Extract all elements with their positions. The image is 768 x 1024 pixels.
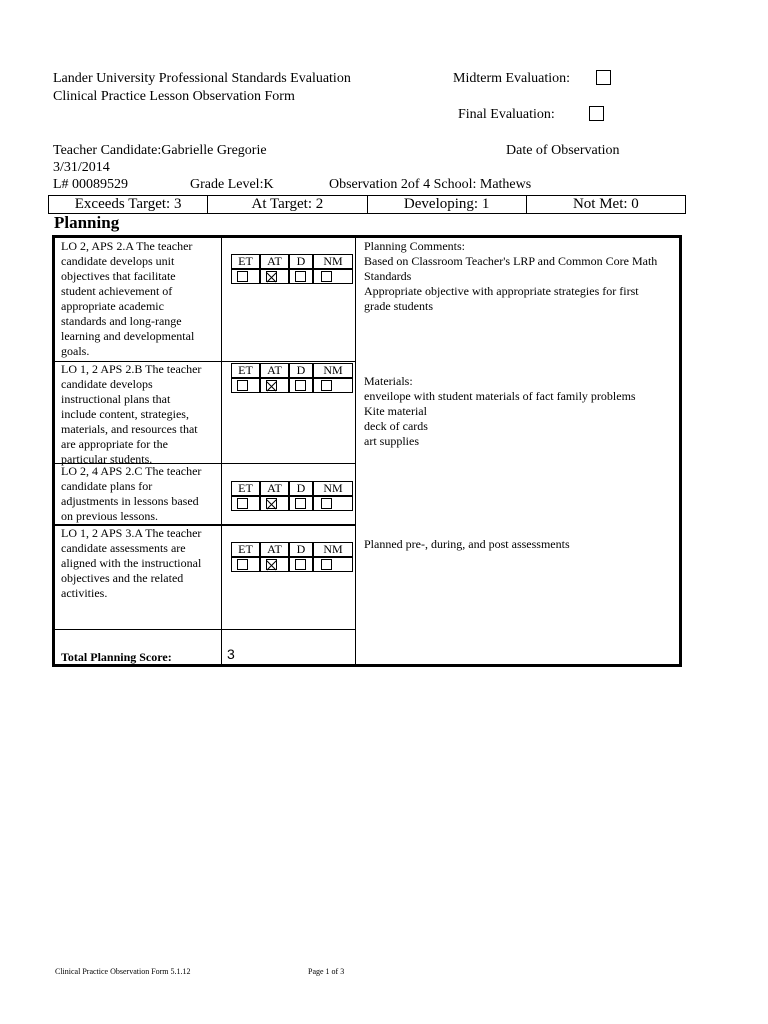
- comment-line: Planned pre-, during, and post assessments: [364, 537, 570, 551]
- at-checkbox-checked[interactable]: [266, 271, 277, 282]
- score-band-cell: Exceeds Target: 3: [49, 196, 208, 213]
- rating-header: ET: [231, 254, 260, 269]
- nm-checkbox[interactable]: [321, 559, 332, 570]
- et-checkbox[interactable]: [237, 498, 248, 509]
- final-checkbox[interactable]: [589, 106, 604, 121]
- rating-cell: [289, 557, 313, 572]
- rating-cell: [289, 378, 313, 393]
- criterion-text: [61, 526, 221, 601]
- criterion-line: candidate develops: [61, 377, 153, 391]
- observation-info: Observation 2of 4 School: Mathews: [329, 177, 532, 192]
- rating-cell: [231, 557, 260, 572]
- section-title: Planning: [54, 213, 120, 232]
- nm-checkbox[interactable]: [321, 498, 332, 509]
- criterion-line: materials, and resources that: [61, 422, 198, 436]
- d-checkbox[interactable]: [295, 498, 306, 509]
- criterion-line: instructional plans that: [61, 392, 171, 406]
- rating-header: NM: [313, 254, 353, 269]
- score-band-cell: At Target: 2: [208, 196, 367, 213]
- comment-line: enveilope with student materials of fact family problems: [364, 389, 636, 403]
- form-title-line2: Clinical Practice Lesson Observation Form: [53, 89, 295, 104]
- rating-scale: [231, 481, 353, 511]
- teacher-candidate: Teacher Candidate:Gabrielle Gregorie: [53, 143, 267, 158]
- score-band-cell: Not Met: 0: [572, 196, 639, 212]
- assessment-comments: [364, 537, 684, 552]
- final-label: Final Evaluation:: [458, 107, 555, 122]
- criterion-line: appropriate academic: [61, 299, 164, 313]
- midterm-checkbox[interactable]: [596, 70, 611, 85]
- at-checkbox-checked[interactable]: [266, 498, 277, 509]
- rating-cell: [260, 557, 289, 572]
- l-number: L# 00089529: [53, 177, 129, 192]
- d-checkbox[interactable]: [295, 271, 306, 282]
- comment-line: Appropriate objective with appropriate strategies for first: [364, 284, 639, 298]
- criterion-line: activities.: [61, 586, 108, 600]
- comment-line: grade students: [364, 299, 433, 313]
- rating-cell: [313, 496, 353, 511]
- rating-cell: [260, 269, 289, 284]
- footer-form-id: Clinical Practice Observation Form 5.1.12: [55, 967, 191, 976]
- criterion-line: particular students.: [61, 452, 153, 466]
- comment-line: art supplies: [364, 434, 419, 448]
- criterion-line: candidate assessments are: [61, 541, 186, 555]
- criterion-line: candidate develops unit: [61, 254, 175, 268]
- rating-cell: [289, 269, 313, 284]
- form-title-line1: Lander University Professional Standards Evaluation: [53, 71, 351, 86]
- et-checkbox[interactable]: [237, 271, 248, 282]
- criterion-line: include content, strategies,: [61, 407, 189, 421]
- rating-header: D: [289, 254, 313, 269]
- criterion-line: standards and long-range: [61, 314, 182, 328]
- rating-scale: [231, 363, 353, 393]
- rating-cell: [231, 269, 260, 284]
- rating-header: NM: [313, 363, 353, 378]
- grade-level: Grade Level:K: [190, 177, 274, 192]
- at-checkbox-checked[interactable]: [266, 380, 277, 391]
- rating-header: D: [289, 481, 313, 496]
- rating-header: ET: [231, 481, 260, 496]
- planning-table: [52, 235, 682, 667]
- score-band-cell: Developing: 1: [368, 196, 527, 213]
- criterion-line: candidate plans for: [61, 479, 153, 493]
- criterion-text: [61, 464, 221, 524]
- date-value: 3/31/2014: [53, 160, 110, 175]
- criterion-line: LO 1, 2 APS 3.A The teacher: [61, 526, 202, 540]
- criterion-line: goals.: [61, 344, 90, 358]
- column-divider: [221, 238, 222, 664]
- total-score-value: 3: [227, 646, 235, 662]
- criterion-line: LO 1, 2 APS 2.B The teacher: [61, 362, 202, 376]
- rating-cell: [313, 557, 353, 572]
- comment-line: Based on Classroom Teacher's LRP and Common Core Math: [364, 254, 658, 268]
- nm-checkbox[interactable]: [321, 271, 332, 282]
- column-divider: [355, 238, 356, 664]
- criterion-line: LO 2, 4 APS 2.C The teacher: [61, 464, 202, 478]
- rating-header: AT: [260, 363, 289, 378]
- rating-cell: [313, 378, 353, 393]
- rating-cell: [260, 496, 289, 511]
- criterion-line: adjustments in lessons based: [61, 494, 199, 508]
- criterion-line: on previous lessons.: [61, 509, 158, 523]
- criterion-text: [61, 239, 221, 359]
- comment-line: Kite material: [364, 404, 427, 418]
- rating-cell: [313, 269, 353, 284]
- rating-scale: [231, 542, 353, 572]
- materials-comments: [364, 374, 684, 449]
- criterion-line: objectives and the related: [61, 571, 184, 585]
- comment-line: Materials:: [364, 374, 413, 388]
- rating-cell: [231, 496, 260, 511]
- date-label: Date of Observation: [506, 143, 620, 158]
- rating-scale: [231, 254, 353, 284]
- rating-cell: [260, 378, 289, 393]
- at-checkbox-checked[interactable]: [266, 559, 277, 570]
- midterm-label: Midterm Evaluation:: [453, 71, 571, 86]
- criterion-line: LO 2, APS 2.A The teacher: [61, 239, 193, 253]
- rating-header: ET: [231, 363, 260, 378]
- rating-header: AT: [260, 254, 289, 269]
- comment-line: deck of cards: [364, 419, 428, 433]
- criterion-line: objectives that facilitate: [61, 269, 176, 283]
- criterion-text: [61, 362, 221, 467]
- rating-header: D: [289, 363, 313, 378]
- rating-cell: [231, 378, 260, 393]
- rating-header: ET: [231, 542, 260, 557]
- criterion-line: are appropriate for the: [61, 437, 168, 451]
- nm-checkbox[interactable]: [321, 380, 332, 391]
- comment-line: Planning Comments:: [364, 239, 466, 253]
- et-checkbox[interactable]: [237, 380, 248, 391]
- rating-cell: [289, 496, 313, 511]
- rating-header: D: [289, 542, 313, 557]
- d-checkbox[interactable]: [295, 380, 306, 391]
- et-checkbox[interactable]: [237, 559, 248, 570]
- footer-page-number: Page 1 of 3: [308, 967, 345, 976]
- total-score-label: Total Planning Score:: [61, 650, 172, 664]
- d-checkbox[interactable]: [295, 559, 306, 570]
- planning-comments: [364, 239, 684, 314]
- rating-header: NM: [313, 481, 353, 496]
- score-band: [48, 195, 686, 214]
- rating-header: AT: [260, 542, 289, 557]
- criterion-line: aligned with the instructional: [61, 556, 202, 570]
- criterion-line: student achievement of: [61, 284, 173, 298]
- comment-line: Standards: [364, 269, 412, 283]
- rating-header: NM: [313, 542, 353, 557]
- criterion-line: learning and developmental: [61, 329, 195, 343]
- rating-header: AT: [260, 481, 289, 496]
- row-divider: [55, 629, 355, 630]
